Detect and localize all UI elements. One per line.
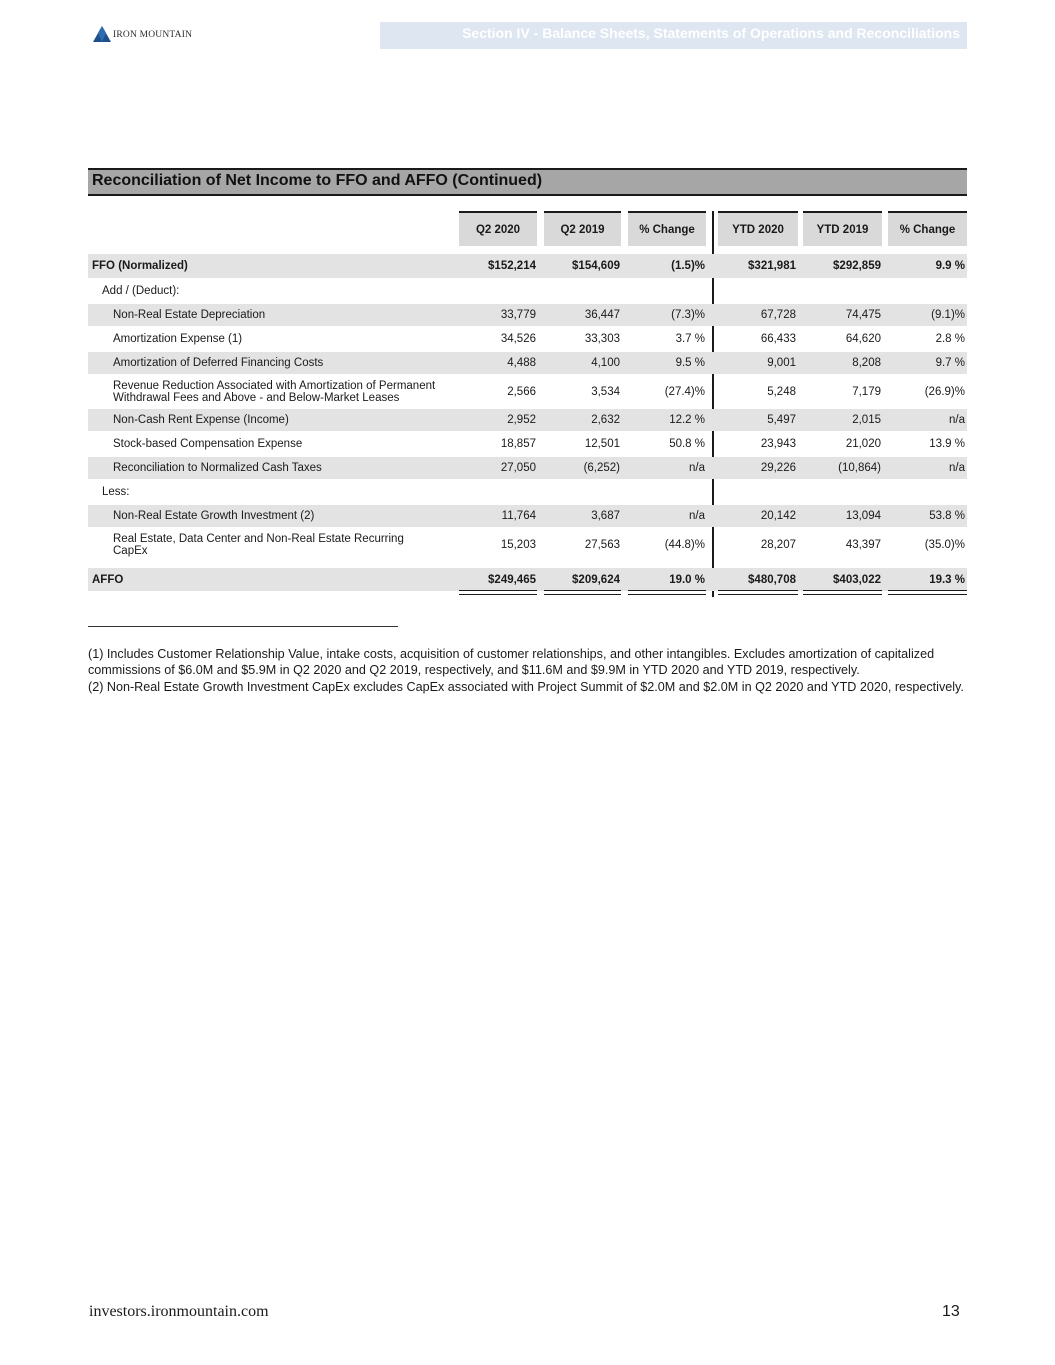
table-row: [88, 433, 967, 455]
row-value: $403,022: [833, 573, 881, 586]
table-row: [88, 409, 967, 431]
row-value: 36,447: [584, 309, 620, 321]
row-value: 4,488: [507, 357, 536, 369]
row-value: $209,624: [572, 573, 620, 586]
table-row: [88, 280, 967, 302]
row-value: 11,764: [501, 510, 536, 522]
row-label: Less:: [102, 486, 130, 498]
logo-text: IRON MOUNTAIN: [113, 30, 193, 40]
row-value: 64,620: [845, 333, 881, 345]
row-value: 23,943: [760, 438, 796, 450]
row-value: $480,708: [748, 573, 796, 586]
row-label: FFO (Normalized): [92, 260, 188, 272]
row-value: 3,534: [591, 386, 620, 398]
column-header: Q2 2020: [459, 211, 537, 246]
column-header: % Change: [628, 211, 706, 246]
row-value: n/a: [949, 414, 965, 426]
row-value: n/a: [689, 510, 705, 522]
table-row: [88, 352, 967, 374]
row-label: Non-Cash Rent Expense (Income): [113, 414, 289, 426]
row-label: Amortization Expense (1): [113, 333, 243, 345]
row-label: Amortization of Deferred Financing Costs: [113, 357, 324, 369]
row-label: [113, 529, 404, 560]
column-header: % Change: [888, 211, 967, 246]
row-label: Non-Real Estate Growth Investment (2): [113, 510, 315, 522]
row-value: 3,687: [591, 510, 620, 522]
row-value: $152,214: [488, 260, 536, 272]
column-header: YTD 2019: [803, 211, 882, 246]
row-value: (10,864): [838, 462, 881, 474]
row-value: 9,001: [767, 357, 796, 369]
row-value: 15,203: [500, 538, 536, 551]
total-double-underline: [628, 590, 706, 595]
row-value: 67,728: [760, 309, 796, 321]
row-value: $249,465: [488, 573, 536, 586]
total-double-underline: [459, 590, 537, 595]
row-value: 19.0 %: [669, 573, 705, 586]
row-value: 43,397: [845, 538, 881, 551]
table-row: [88, 328, 967, 350]
row-value: 53.8 %: [929, 510, 965, 522]
row-value: 20,142: [760, 510, 796, 522]
column-header: Q2 2019: [544, 211, 621, 246]
row-value: (1.5)%: [671, 260, 705, 272]
row-value: (9.1)%: [931, 309, 965, 321]
row-value: $292,859: [833, 260, 881, 272]
footnotes: [88, 646, 973, 695]
row-label-line: Real Estate, Data Center and Non-Real Estate Recurring: [113, 532, 404, 545]
row-value: 13,094: [845, 510, 881, 522]
column-header: YTD 2020: [718, 211, 798, 246]
total-double-underline: [888, 590, 967, 595]
row-label-line: Withdrawal Fees and Above - and Below-Market Leases: [113, 392, 400, 404]
row-value: 12,501: [584, 438, 620, 450]
row-value: (35.0)%: [924, 538, 965, 551]
table-row: [88, 568, 967, 591]
row-value: 9.7 %: [935, 357, 965, 369]
row-value: 18,857: [500, 438, 536, 450]
row-value: $321,981: [748, 260, 796, 272]
row-value: 50.8 %: [669, 438, 705, 450]
row-value: (7.3)%: [671, 309, 705, 321]
row-value: 2,952: [507, 414, 536, 426]
row-label-line: Revenue Reduction Associated with Amortization of Permanent: [113, 380, 436, 392]
row-value: 2,566: [507, 386, 536, 398]
row-value: 29,226: [760, 462, 796, 474]
row-value: (27.4)%: [664, 386, 705, 398]
table-row: [88, 457, 967, 479]
row-value: 5,497: [767, 414, 796, 426]
footnote-2: (2) Non-Real Estate Growth Investment CapEx excludes CapEx associated with Project Summit of $2.0M and $2.0M in Q2 2020 and YTD 2020, respectively.: [88, 679, 964, 694]
row-value: 2,632: [591, 414, 620, 426]
row-value: 34,526: [500, 333, 536, 345]
row-value: 27,050: [500, 462, 536, 474]
footer-url[interactable]: investors.ironmountain.com: [89, 1303, 269, 1320]
table-row: [88, 481, 967, 503]
row-value: 8,208: [852, 357, 881, 369]
row-label: AFFO: [92, 573, 124, 586]
table-title: Reconciliation of Net Income to FFO and AFFO (Continued): [88, 168, 967, 196]
row-label: Add / (Deduct):: [102, 285, 180, 297]
row-label: Stock-based Compensation Expense: [113, 438, 303, 450]
footnote-1: (1) Includes Customer Relationship Value, intake costs, acquisition of customer relationships, and other intangibles. Excludes amortization of capitalized commissions of $6.0M and $5.9M in Q2 2020 and Q2 2019, respectively, and $11.6M and $9.9M in YTD 2020 and YTD 2019, respectively.: [88, 647, 935, 678]
row-value: 5,248: [767, 386, 796, 398]
row-value: 12.2 %: [669, 414, 705, 426]
row-value: 74,475: [845, 309, 881, 321]
row-value: $154,609: [572, 260, 620, 272]
row-value: 13.9 %: [929, 438, 965, 450]
footnote-separator: [88, 626, 398, 627]
table-row: [88, 505, 967, 527]
row-value: 7,179: [852, 386, 881, 398]
row-value: 9.9 %: [935, 260, 965, 272]
row-value: (44.8)%: [664, 538, 705, 551]
row-value: 28,207: [760, 538, 796, 551]
table-row: [88, 304, 967, 326]
total-double-underline: [803, 590, 882, 595]
row-value: 2.8 %: [935, 333, 965, 345]
row-value: (26.9)%: [924, 386, 965, 398]
total-double-underline: [544, 590, 621, 595]
row-value: 4,100: [591, 357, 620, 369]
row-label: [113, 376, 435, 408]
row-value: 21,020: [845, 438, 881, 450]
section-banner: Section IV - Balance Sheets, Statements of Operations and Reconciliations: [380, 22, 967, 49]
row-value: (6,252): [583, 462, 620, 474]
iron-mountain-logo: [93, 26, 213, 44]
table-row: [88, 254, 967, 278]
row-value: 33,303: [584, 333, 620, 345]
mountain-logo-icon: [93, 26, 111, 42]
row-value: 2,015: [852, 414, 881, 426]
row-value: 19.3 %: [929, 573, 965, 586]
table-row: [88, 529, 967, 560]
row-value: 3.7 %: [675, 333, 705, 345]
row-label: Reconciliation to Normalized Cash Taxes: [113, 462, 322, 474]
page-number: 13: [942, 1303, 960, 1320]
row-value: 33,779: [500, 309, 536, 321]
total-double-underline: [718, 590, 798, 595]
row-value: 9.5 %: [675, 357, 705, 369]
row-label: Non-Real Estate Depreciation: [113, 309, 266, 321]
row-label-line: CapEx: [113, 544, 148, 557]
row-value: 27,563: [584, 538, 620, 551]
row-value: 66,433: [760, 333, 796, 345]
table-row: [88, 376, 967, 408]
row-value: n/a: [949, 462, 965, 474]
row-value: n/a: [689, 462, 705, 474]
